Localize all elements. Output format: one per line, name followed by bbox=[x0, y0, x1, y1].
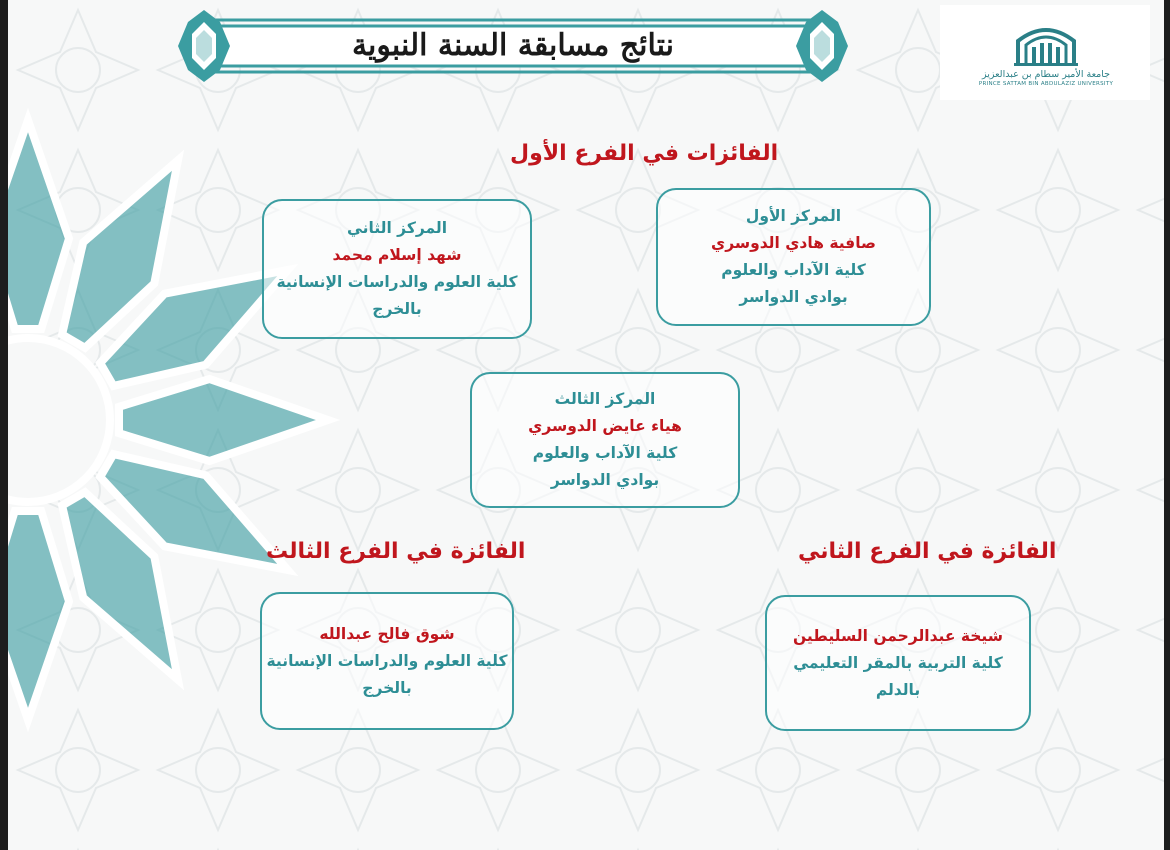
college-name: كلية العلوم والدراسات الإنسانية bbox=[276, 273, 518, 291]
college-location: بالدلم bbox=[875, 680, 921, 699]
card-branch2-winner bbox=[765, 595, 1031, 731]
title-banner bbox=[158, 6, 868, 86]
rank-label: المركز الثاني bbox=[347, 219, 448, 237]
college-name: كلية الآداب والعلوم bbox=[532, 444, 678, 462]
winner-name: هياء عايض الدوسري bbox=[528, 417, 682, 435]
college-name: كلية الآداب والعلوم bbox=[721, 261, 866, 279]
branch2-heading: الفائزة في الفرع الثاني bbox=[798, 539, 1057, 564]
card-branch1-first bbox=[656, 188, 931, 326]
college-location: بالخرج bbox=[362, 678, 412, 697]
college-location: بوادي الدواسر bbox=[550, 471, 660, 489]
branch1-heading: الفائزات في الفرع الأول bbox=[510, 141, 779, 166]
college-name: كلية العلوم والدراسات الإنسانية bbox=[266, 651, 508, 670]
university-name-ar: جامعة الأمير سطام بن عبدالعزيز bbox=[981, 69, 1111, 80]
card-branch1-third bbox=[470, 372, 740, 508]
college-location: بوادي الدواسر bbox=[739, 288, 848, 306]
rank-label: المركز الثالث bbox=[554, 390, 656, 408]
university-name-en: PRINCE SATTAM BIN ABDULAZIZ UNIVERSITY bbox=[978, 81, 1114, 87]
slide bbox=[8, 0, 1164, 850]
window-frame-left bbox=[0, 0, 8, 850]
rank-label: المركز الأول bbox=[745, 207, 842, 225]
winner-name: شوق فالح عبدالله bbox=[319, 624, 455, 643]
card-branch1-second bbox=[262, 199, 532, 339]
college-location: بالخرج bbox=[372, 300, 422, 318]
winner-name: شهد إسلام محمد bbox=[332, 246, 462, 264]
branch3-heading: الفائزة في الفرع الثالث bbox=[266, 539, 526, 564]
winner-name: شيخة عبدالرحمن السليطين bbox=[792, 626, 1004, 645]
university-emblem-icon bbox=[1010, 23, 1082, 67]
winner-name: صافية هادي الدوسري bbox=[711, 234, 877, 252]
card-branch3-winner bbox=[260, 592, 514, 730]
university-logo bbox=[940, 5, 1150, 100]
window-frame-right bbox=[1164, 0, 1170, 850]
college-name: كلية التربية بالمقر التعليمي bbox=[793, 653, 1003, 672]
slide-title: نتائج مسابقة السنة النبوية bbox=[351, 28, 675, 63]
